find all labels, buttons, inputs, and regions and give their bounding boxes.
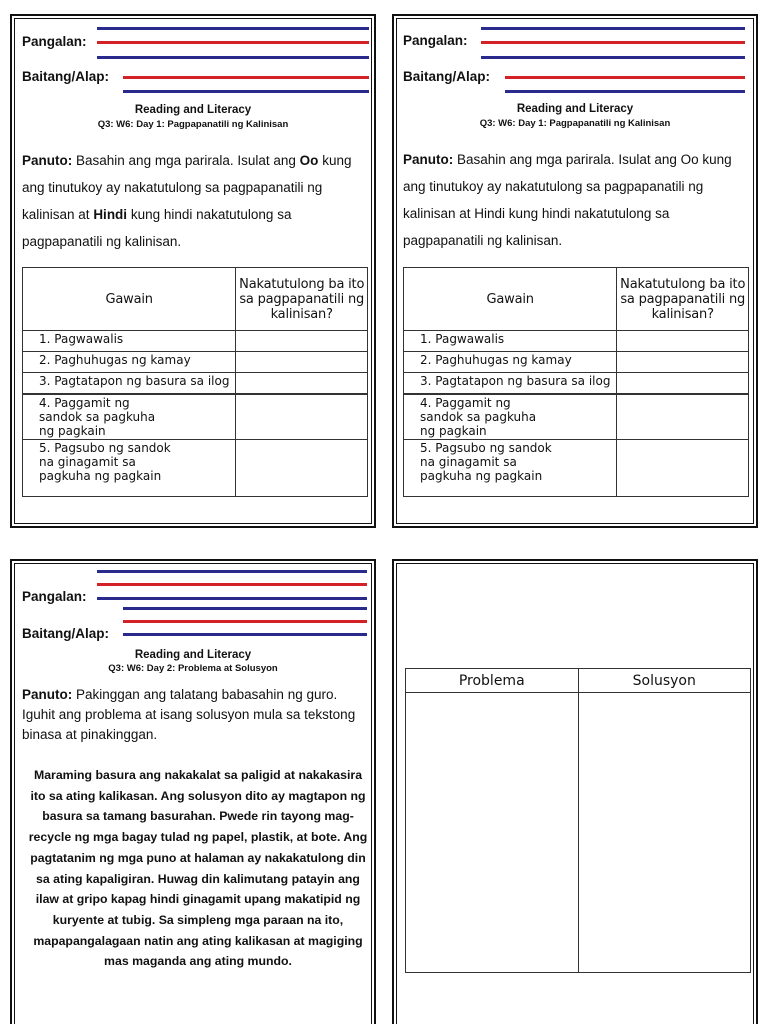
- worksheet-card-day1-left: [10, 14, 376, 528]
- directions-label: Panuto:: [22, 153, 73, 168]
- header-line-red: [97, 583, 367, 586]
- grade-label: Baitang/Alap:: [22, 626, 110, 641]
- table-header-gawain: Gawain: [404, 268, 617, 331]
- table-header-question: Nakatutulong ba ito sa pagpapanatili ng kalinisan?: [236, 268, 368, 331]
- header-line-blue: [481, 27, 745, 30]
- table-header-solusyon: Solusyon: [578, 669, 751, 693]
- grade-line-blue: [123, 90, 369, 93]
- answer-cell-2[interactable]: [236, 352, 368, 373]
- directions-part3: kung hindi nakatutulong sa pagpapanatili ng kalinisan.: [22, 207, 292, 249]
- grade-line-red: [505, 76, 745, 79]
- table-row-4: 4. Paggamit ng sandok sa pagkuha ng pagkain: [23, 394, 236, 440]
- table-row-2: 2. Paghuhugas ng kamay: [23, 352, 236, 373]
- answer-cell-1[interactable]: [617, 331, 749, 352]
- table-header-question: Nakatutulong ba ito sa pagpapanatili ng kalinisan?: [617, 268, 749, 331]
- table-row-3: 3. Pagtatapon ng basura sa ilog: [23, 373, 236, 394]
- answer-cell-2[interactable]: [617, 352, 749, 373]
- answer-cell-5[interactable]: [617, 439, 749, 496]
- directions-part2: kung ang tinutukoy ay nakatutulong sa pagpapanatili ng kalinisan at: [22, 153, 352, 222]
- answer-cell-1[interactable]: [236, 331, 368, 352]
- directions-hindi: Hindi: [93, 207, 128, 222]
- subject-heading: Reading and Literacy: [516, 103, 634, 115]
- directions-oo: Oo: [299, 153, 319, 168]
- name-label: Pangalan:: [22, 589, 87, 604]
- activity-table: [403, 267, 749, 497]
- card-inner-border: [14, 18, 372, 524]
- grade-line-blue: [123, 633, 367, 636]
- table-row-4: 4. Paggamit ng sandok sa pagkuha ng pagkain: [404, 394, 617, 440]
- table-header-gawain: Gawain: [23, 268, 236, 331]
- table-row-5: 5. Pagsubo ng sandok na ginagamit sa pagkuha ng pagkain: [23, 439, 236, 496]
- worksheet-card-day2: [10, 559, 376, 1024]
- directions-body: Basahin ang mga parirala. Isulat ang Oo kung ang tinutukoy ay nakatutulong sa pagpapanatili ng kalinisan at Hindi kung hindi nakatutulong sa pagpapanatili ng kalinisan.: [403, 152, 732, 248]
- subject-heading: Reading and Literacy: [134, 649, 252, 661]
- lesson-heading: Q3: W6: Day 1: Pagpapanatili ng Kalinisan: [97, 119, 289, 130]
- header-line-blue: [97, 570, 367, 573]
- answer-cell-4[interactable]: [236, 394, 368, 440]
- answer-cell-3[interactable]: [617, 373, 749, 394]
- worksheet-card-problem-solution: [392, 559, 758, 1024]
- name-line-blue: [481, 56, 745, 59]
- directions-body: Pakinggan ang talatang babasahin ng guro. Iguhit ang problema at isang solusyon mula sa tekstong binasa at pinakinggan.: [22, 687, 356, 742]
- directions-text: [22, 147, 368, 255]
- name-label: Pangalan:: [403, 33, 468, 48]
- problem-solution-table: [405, 668, 751, 973]
- solution-drawing-area[interactable]: [578, 693, 751, 973]
- table-row-3: 3. Pagtatapon ng basura sa ilog: [404, 373, 617, 394]
- story-paragraph: Maraming basura ang nakakalat sa paligid at nakakasira ito sa ating kalikasan. Ang solusyon dito ay magtapon ng basura sa tamang basurahan. Pwede rin tayong mag-recycle ng mga bagay tulad ng papel, plastik, at bote. Ang pagtatanim ng mga puno at halaman ay nakakatulong din sa ating kapaligiran. Huwag din kalimutang patayin ang ilaw at gripo kapag hindi ginagamit upang makatipid ng kuryente at tubig. Sa simpleng mga paraan na ito, mapapangalagaan natin ang ating kalikasan at magiging mas maganda ang ating mundo.: [28, 768, 368, 969]
- card-inner-border: [396, 563, 754, 1024]
- activity-table: [22, 267, 368, 497]
- lesson-heading: Q3: W6: Day 1: Pagpapanatili ng Kalinisan: [479, 118, 671, 129]
- grade-label: Baitang/Alap:: [403, 69, 491, 84]
- table-header-problema: Problema: [406, 669, 579, 693]
- directions-label: Panuto:: [403, 152, 454, 167]
- directions-part1: Basahin ang mga parirala. Isulat ang: [76, 153, 296, 168]
- directions-label: Panuto:: [22, 687, 73, 702]
- name-line-blue: [97, 56, 369, 59]
- subject-heading: Reading and Literacy: [134, 104, 252, 116]
- name-line-red: [481, 41, 745, 44]
- table-row-5: 5. Pagsubo ng sandok na ginagamit sa pagkuha ng pagkain: [404, 439, 617, 496]
- lesson-heading: Q3: W6: Day 2: Problema at Solusyon: [108, 663, 278, 674]
- grade-line-red: [123, 620, 367, 623]
- answer-cell-4[interactable]: [617, 394, 749, 440]
- directions-text: [22, 685, 368, 745]
- table-row-1: 1. Pagwawalis: [404, 331, 617, 352]
- grade-line-blue-top: [123, 607, 367, 610]
- card-inner-border: [14, 563, 372, 1024]
- grade-line-red: [123, 76, 369, 79]
- answer-cell-5[interactable]: [236, 439, 368, 496]
- header-line-blue: [97, 27, 369, 30]
- name-line-blue: [97, 597, 367, 600]
- name-label: Pangalan:: [22, 34, 87, 49]
- grade-line-blue: [505, 90, 745, 93]
- table-row-2: 2. Paghuhugas ng kamay: [404, 352, 617, 373]
- answer-cell-3[interactable]: [236, 373, 368, 394]
- table-row-1: 1. Pagwawalis: [23, 331, 236, 352]
- card-inner-border: [396, 18, 754, 524]
- worksheet-card-day1-right: [392, 14, 758, 528]
- problem-drawing-area[interactable]: [406, 693, 579, 973]
- grade-label: Baitang/Alap:: [22, 69, 110, 84]
- directions-text: [403, 146, 749, 254]
- name-line-red: [97, 41, 369, 44]
